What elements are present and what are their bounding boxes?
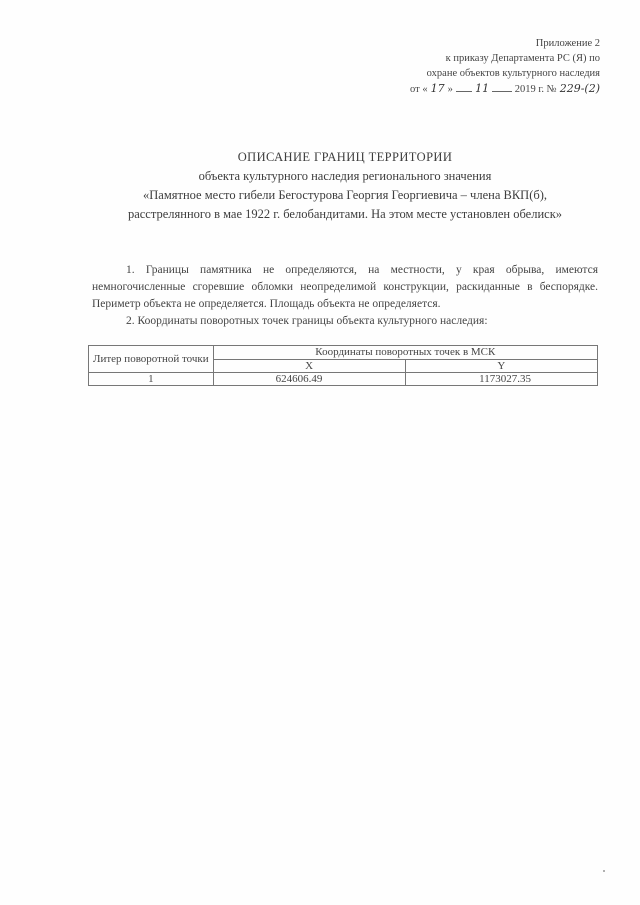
document-title-block — [100, 148, 590, 224]
table-header-row — [89, 346, 598, 360]
x-header: X — [213, 359, 405, 373]
coordinates-header: Координаты поворотных точек в МСК — [213, 346, 597, 360]
order-day-close: » — [447, 84, 453, 95]
paragraph-coordinates-intro: 2. Координаты поворотных точек границы объекта культурного наследия: — [126, 315, 488, 327]
order-month-blank-right — [492, 81, 512, 92]
x-coordinate-cell: 624606.49 — [213, 373, 405, 386]
appendix-order-date-number — [410, 81, 600, 97]
order-day: 17 — [430, 82, 445, 95]
paragraph-boundaries: 1. Границы памятника не определяются, на местности, у края обрыва, имеются немногочисленные сгоревшие обломки неопределимой конструкции, раскиданные в беспорядке. Периметр объекта не определяется. Площадь объекта не определяется. — [92, 264, 598, 310]
object-name-line2: расстрелянного в мае 1922 г. белобандитами. На этом месте установлен обелиск» — [127, 207, 563, 221]
object-category: объекта культурного наследия регионального значения — [198, 169, 492, 183]
order-from-label: от « — [410, 84, 428, 95]
table-row — [89, 373, 598, 386]
y-header: Y — [405, 359, 597, 373]
scan-speck — [603, 870, 605, 872]
document-heading: ОПИСАНИЕ ГРАНИЦ ТЕРРИТОРИИ — [237, 150, 453, 164]
point-number-cell: 1 — [89, 373, 214, 386]
appendix-order-ref: к приказу Департамента РС (Я) по — [445, 53, 600, 64]
document-body — [92, 262, 598, 330]
appendix-header — [410, 36, 600, 97]
order-number: 229-(2) — [559, 82, 600, 95]
appendix-title: Приложение 2 — [535, 38, 600, 49]
object-name-line1: «Памятное место гибели Бегостурова Георгия Георгиевича – члена ВКП(б), — [143, 188, 547, 202]
order-year-number-label: 2019 г. № — [514, 84, 557, 95]
order-month-blank-left — [456, 81, 472, 92]
appendix-department: охране объектов культурного наследия — [426, 68, 600, 79]
order-month: 11 — [475, 82, 490, 95]
point-letter-header: Литер поворотной точки — [89, 346, 214, 373]
y-coordinate-cell: 1173027.35 — [405, 373, 597, 386]
coordinates-table — [88, 345, 598, 386]
